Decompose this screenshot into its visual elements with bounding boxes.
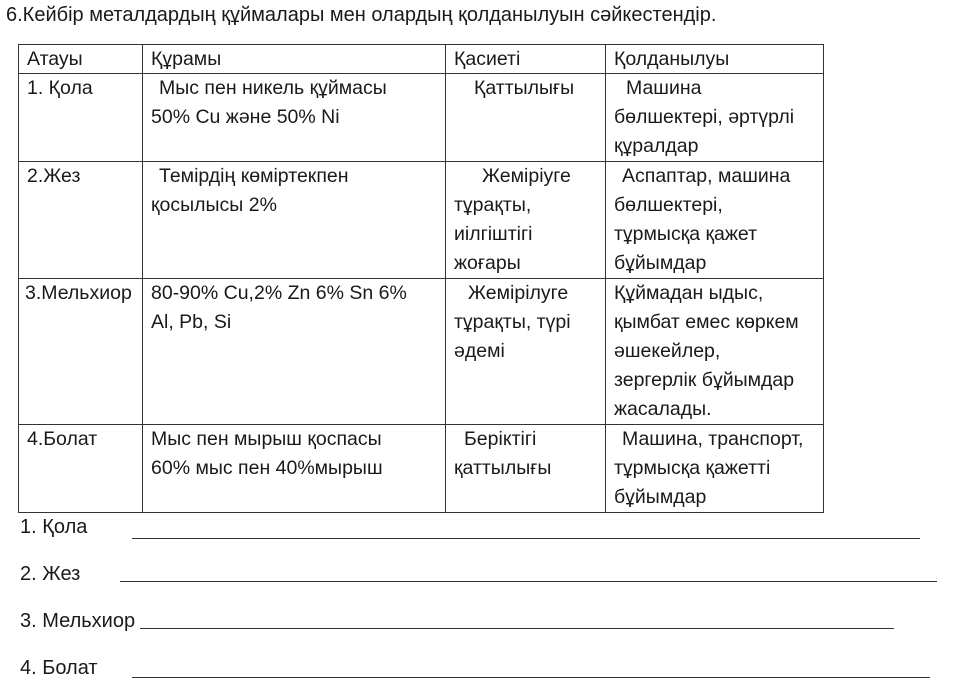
cell-property <box>446 162 606 279</box>
answer-label-3: 3. Мельхиор <box>20 610 136 632</box>
cell-line: тұрмысқа қажетті <box>614 457 771 479</box>
table-header-row <box>19 45 824 74</box>
cell-line: құралдар <box>614 135 699 157</box>
table-row <box>19 279 824 425</box>
cell-line: 50% Cu және 50% Ni <box>151 106 340 128</box>
table-row <box>19 74 824 162</box>
cell-line: жоғары <box>454 252 521 274</box>
cell-line: Құймадан ыдыс, <box>614 282 764 304</box>
answer-line-4[interactable] <box>132 677 930 678</box>
cell-line: қаттылығы <box>454 457 552 479</box>
cell-line: 60% мыс пен 40%мырыш <box>151 457 383 479</box>
cell-name <box>19 279 143 425</box>
cell-composition <box>143 74 446 162</box>
cell-line: Машина <box>626 77 702 99</box>
cell-line: Темірдің көміртекпен <box>159 165 349 187</box>
cell-line: Мыс пен мырыш қоспасы <box>151 428 382 450</box>
cell-line: бөлшектері, әртүрлі <box>614 106 795 128</box>
cell-usage <box>606 279 824 425</box>
cell-line: Беріктігі <box>464 428 537 450</box>
cell-line: Мыс пен никель құймасы <box>159 77 387 99</box>
cell-text: 4.Болат <box>27 428 98 450</box>
cell-name <box>19 425 143 513</box>
cell-line: бұйымдар <box>614 486 707 508</box>
cell-line: бұйымдар <box>614 252 707 274</box>
cell-property <box>446 279 606 425</box>
cell-line: Жеміріуге <box>482 165 571 187</box>
cell-composition <box>143 279 446 425</box>
answer-label-1: 1. Қола <box>20 516 88 538</box>
cell-text: 3.Мельхиор <box>25 282 132 304</box>
cell-property <box>446 74 606 162</box>
cell-line: 80-90% Cu,2% Zn 6% Sn 6% <box>151 282 407 304</box>
answer-label-2: 2. Жез <box>20 563 81 585</box>
answer-label-4: 4. Болат <box>20 657 98 679</box>
cell-line: әдемі <box>454 340 505 362</box>
header-property: Қасиеті <box>446 45 606 74</box>
cell-name <box>19 74 143 162</box>
cell-line: Машина, транспорт, <box>622 428 804 450</box>
cell-line: тұрақты, <box>454 194 532 216</box>
cell-line: зергерлік бұйымдар <box>614 369 795 391</box>
answer-line-1[interactable] <box>132 538 920 539</box>
answer-line-2[interactable] <box>120 581 937 582</box>
cell-line: Al, Pb, Si <box>151 311 232 333</box>
cell-name <box>19 162 143 279</box>
cell-usage <box>606 74 824 162</box>
cell-property <box>446 425 606 513</box>
cell-text: 2.Жез <box>27 165 81 187</box>
cell-line: Қаттылығы <box>474 77 575 99</box>
cell-line: қымбат емес көркем <box>614 311 799 333</box>
header-usage: Қолданылуы <box>606 45 824 74</box>
cell-line: Жемірілуге <box>468 282 569 304</box>
task-title: 6.Кейбір металдардың құймалары мен олардың қолданылуын сәйкестендір. <box>6 4 717 26</box>
cell-composition <box>143 162 446 279</box>
alloys-table <box>18 44 824 513</box>
cell-composition <box>143 425 446 513</box>
cell-usage <box>606 162 824 279</box>
answer-line-3[interactable] <box>140 628 894 629</box>
cell-line: иілгіштігі <box>454 223 533 245</box>
cell-line: тұрақты, түрі <box>454 311 571 333</box>
cell-line: жасалады. <box>614 398 712 420</box>
cell-line: тұрмысқа қажет <box>614 223 758 245</box>
cell-usage <box>606 425 824 513</box>
cell-line: бөлшектері, <box>614 194 723 216</box>
cell-line: Аспаптар, машина <box>622 165 791 187</box>
cell-text: 1. Қола <box>27 77 93 99</box>
header-composition: Құрамы <box>143 45 446 74</box>
cell-line: әшекейлер, <box>614 340 721 362</box>
cell-line: қосылысы 2% <box>151 194 277 216</box>
header-name: Атауы <box>19 45 143 74</box>
table-row <box>19 425 824 513</box>
table-row <box>19 162 824 279</box>
